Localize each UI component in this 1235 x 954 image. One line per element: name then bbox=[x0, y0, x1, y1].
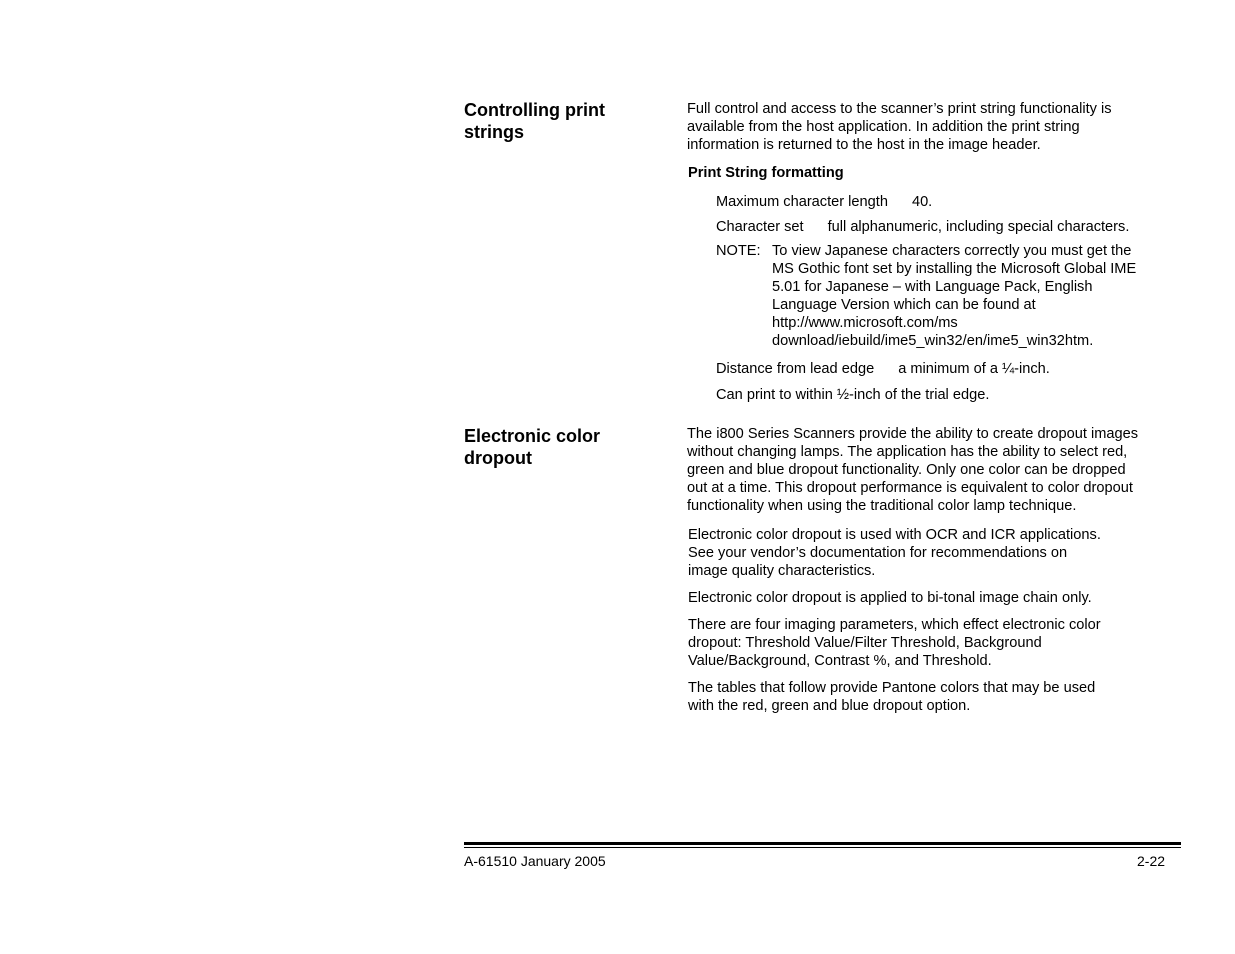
color-dropout-paragraph-1: The i800 Series Scanners provide the ability to create dropout images without changing lamps. The application has the ability to select red, green and blue dropout functionality. Only one color can be dropped out at a time. This dropout performance is equivalent to color dropout functionality when using the traditional color lamp technique. bbox=[687, 426, 1139, 514]
color-dropout-paragraph-3: Electronic color dropout is applied to bi-tonal image chain only. bbox=[688, 590, 1092, 606]
print-string-formatting-subheading: Print String formatting bbox=[688, 165, 844, 181]
footer-page-number: 2-22 bbox=[1137, 853, 1166, 869]
trail-edge-text: Can print to within ½-inch of the trial edge. bbox=[716, 387, 990, 403]
charset-row bbox=[716, 218, 1129, 236]
max-char-length-value: 40. bbox=[911, 194, 933, 210]
distance-lead-edge-label: Distance from lead edge bbox=[716, 361, 875, 377]
print-strings-intro: Full control and access to the scanner’s print string functionality is available from the host application. In addition the print string information is returned to the host in the image header. bbox=[687, 101, 1112, 153]
charset-label: Character set bbox=[716, 219, 804, 235]
section-heading-color-dropout: Electronic color dropout bbox=[464, 426, 601, 468]
color-dropout-paragraph-4: There are four imaging parameters, which effect electronic color dropout: Threshold Value/Filter Threshold, Background Value/Background, Contrast %, and Threshold. bbox=[688, 617, 1101, 669]
distance-lead-edge-row bbox=[716, 360, 1050, 378]
section-heading-print-strings: Controlling print strings bbox=[464, 100, 605, 142]
charset-value: full alphanumeric, including special characters. bbox=[827, 219, 1130, 235]
distance-lead-edge-value: a minimum of a ¼-inch. bbox=[898, 361, 1050, 377]
max-char-length-label: Maximum character length bbox=[716, 194, 888, 210]
note-text: To view Japanese characters correctly you must get the MS Gothic font set by installing the Microsoft Global IME 5.01 for Japanese – with Language Pack, English Language Version which can be found at http://www.microsoft.com/ms download/iebuild/ime5_win32/en/ime5_win32htm. bbox=[772, 243, 1137, 349]
footer-rule-thin bbox=[464, 847, 1181, 848]
max-char-length-row bbox=[716, 193, 932, 211]
footer-doc-id: A-61510 January 2005 bbox=[464, 853, 606, 869]
color-dropout-paragraph-5: The tables that follow provide Pantone colors that may be used with the red, green and blue dropout option. bbox=[688, 680, 1096, 714]
footer-rule-thick bbox=[464, 842, 1181, 845]
note-label: NOTE: bbox=[716, 243, 761, 259]
color-dropout-paragraph-2: Electronic color dropout is used with OCR and ICR applications. See your vendor’s documentation for recommendations on image quality characteristics. bbox=[688, 527, 1101, 579]
